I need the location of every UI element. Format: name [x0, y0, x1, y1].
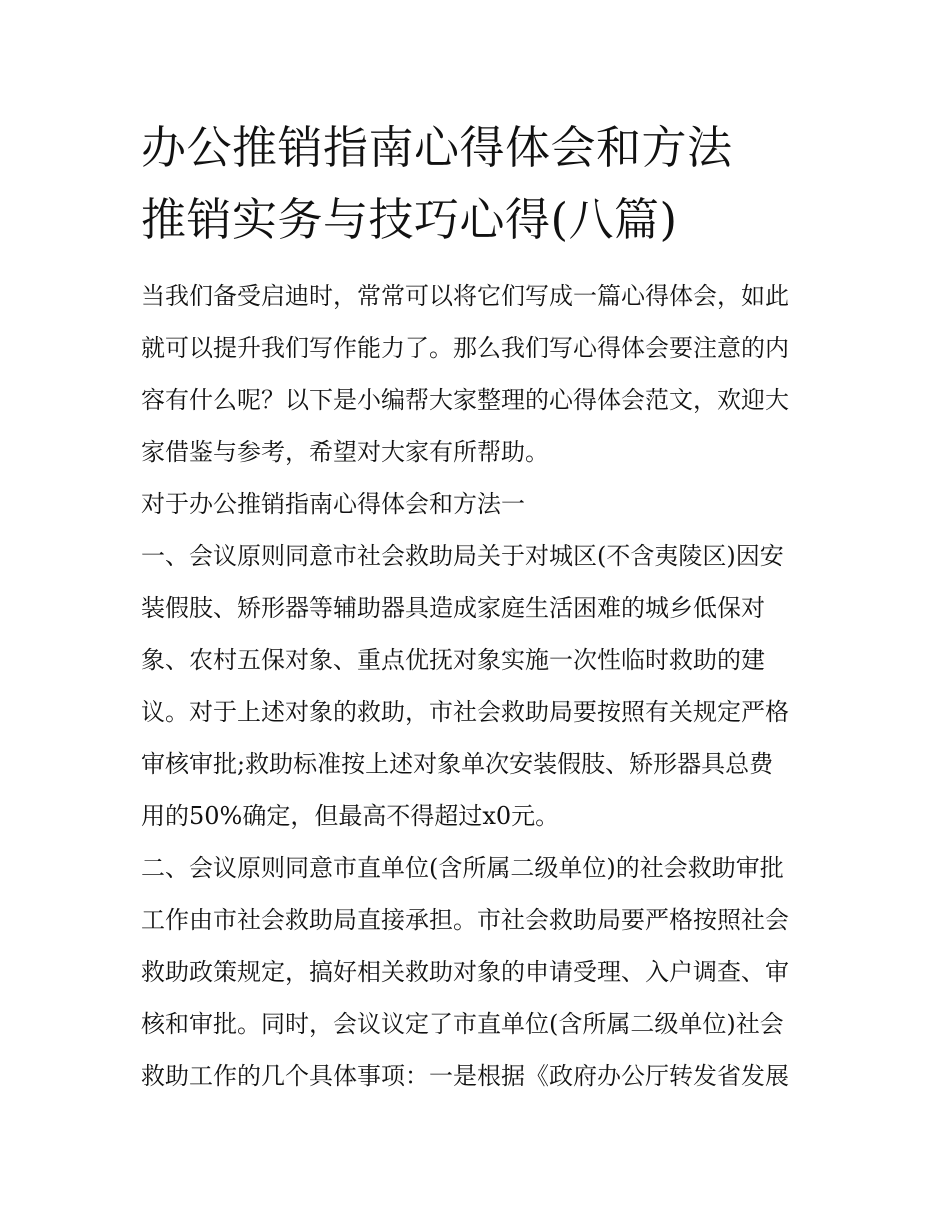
text-line: 容有什么呢？以下是小编帮大家整理的心得体会范文，欢迎大: [141, 386, 789, 414]
text-line: 审核审批;救助标准按上述对象单次安装假肢、矫形器具总费: [141, 750, 774, 778]
text-line: 就可以提升我们写作能力了。那么我们写心得体会要注意的内: [141, 334, 789, 362]
text-line: 救助工作的几个具体事项：一是根据《政府办公厅转发省发展: [141, 1062, 789, 1090]
section-heading: [141, 478, 817, 530]
text-line: 象、农村五保对象、重点优抚对象实施一次性临时救助的建: [141, 646, 765, 674]
text-line: 对于办公推销指南心得体会和方法一: [141, 490, 525, 518]
text-line: 装假肢、矫形器等辅助器具造成家庭生活困难的城乡低保对: [141, 594, 765, 622]
title-line-2: 推销实务与技巧心得(八篇): [141, 193, 678, 246]
text-line: 用的50%确定，但最高不得超过x0元。: [141, 802, 560, 830]
title-line-1: 办公推销指南心得体会和方法: [141, 121, 733, 174]
text-line: 工作由市社会救助局直接承担。市社会救助局要严格按照社会: [141, 906, 789, 934]
text-line: 核和审批。同时，会议议定了市直单位(含所属二级单位)社会: [141, 1010, 784, 1038]
text-line: 一、会议原则同意市社会救助局关于对城区(不含夷陵区)因安: [141, 542, 784, 570]
text-line: 家借鉴与参考，希望对大家有所帮助。: [141, 438, 549, 466]
text-line: 救助政策规定，搞好相关救助对象的申请受理、入户调查、审: [141, 958, 789, 986]
item-two-paragraph: [141, 842, 817, 1102]
document-title: [141, 112, 817, 256]
text-line: 议。对于上述对象的救助，市社会救助局要按照有关规定严格: [141, 698, 789, 726]
intro-paragraph: [141, 270, 817, 478]
text-line: 当我们备受启迪时，常常可以将它们写成一篇心得体会，如此: [141, 282, 789, 310]
text-line: 二、会议原则同意市直单位(含所属二级单位)的社会救助审批: [141, 854, 784, 882]
document-body: [141, 112, 817, 1102]
item-one-paragraph: [141, 530, 817, 842]
